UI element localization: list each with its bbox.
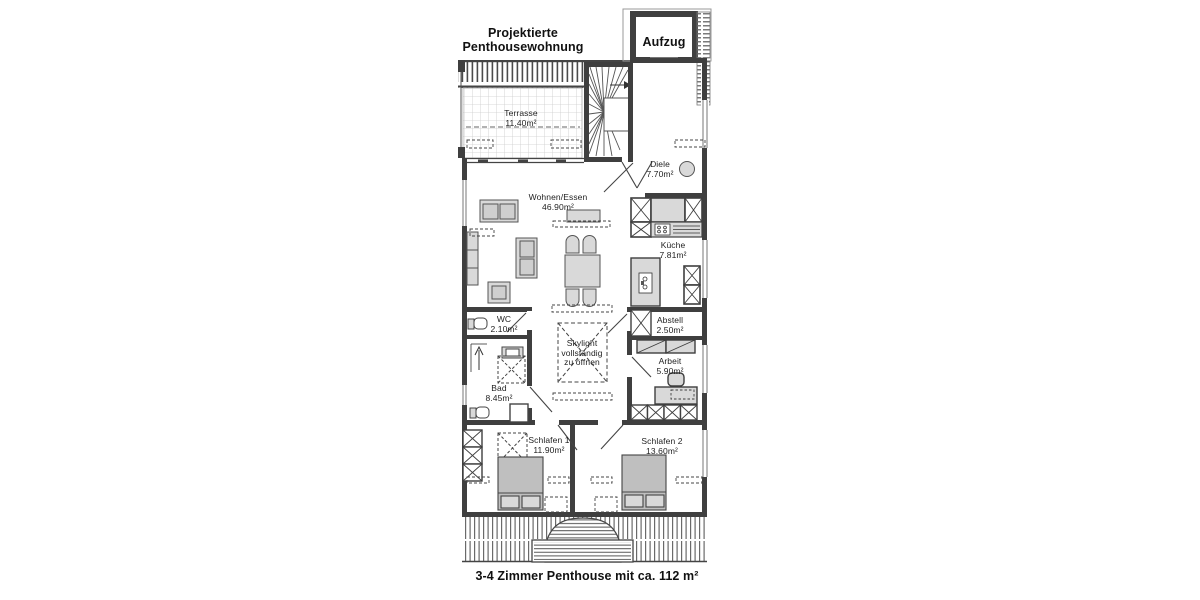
wardrobe-column bbox=[463, 430, 482, 481]
bed-icon bbox=[498, 457, 543, 510]
toilet-icon-2 bbox=[470, 407, 489, 418]
roof-dormer bbox=[462, 517, 707, 562]
chair bbox=[583, 289, 596, 307]
sink-icon bbox=[639, 273, 652, 293]
chair bbox=[583, 236, 596, 254]
shower-arrow-icon bbox=[471, 344, 487, 372]
sideboard-left bbox=[467, 232, 478, 285]
sofa-horizontal bbox=[480, 200, 518, 222]
window-right-4 bbox=[701, 430, 709, 477]
elevator-side-railing bbox=[697, 12, 710, 58]
window-left-2 bbox=[461, 385, 468, 405]
bathtub-dashed bbox=[498, 356, 525, 383]
chair bbox=[566, 236, 579, 254]
room-label-wc: WC 2.10m² bbox=[490, 314, 518, 334]
window-right-3 bbox=[701, 345, 709, 393]
room-label-diele: Diele 7.70m² bbox=[646, 159, 674, 179]
dining-set bbox=[565, 236, 600, 307]
kitchen-tall-unit-1 bbox=[631, 198, 651, 222]
room-label-terrasse: Terrasse 11.40m² bbox=[504, 108, 538, 128]
sofa-vertical bbox=[516, 238, 537, 278]
kitchen-tall-unit-4 bbox=[684, 266, 700, 304]
room-label-wohnen: Wohnen/Essen 46.90m² bbox=[528, 192, 588, 212]
bed-icon-2 bbox=[622, 455, 666, 510]
page-title: Projektierte Penthousewohnung bbox=[462, 26, 584, 54]
kitchen-tall-unit-2 bbox=[685, 198, 702, 222]
elevator bbox=[623, 9, 711, 105]
kitchen-counter bbox=[651, 198, 685, 222]
shower-icon bbox=[510, 404, 528, 422]
stove-icon bbox=[655, 224, 700, 235]
room-label-schlafen1: Schlafen 1 11.90m² bbox=[528, 435, 570, 455]
window-left-1 bbox=[461, 180, 468, 226]
room-label-bad: Bad 8.45m² bbox=[485, 383, 513, 403]
skylight-label: Skylight vollständig zu öffnen bbox=[561, 338, 603, 367]
room-label-arbeit: Arbeit 5.90m² bbox=[656, 356, 684, 376]
kitchen-tall-unit-3 bbox=[631, 222, 651, 237]
stair-well bbox=[604, 98, 629, 131]
room-label-schlafen2: Schlafen 2 13.60m² bbox=[641, 436, 683, 456]
plan-caption: 3-4 Zimmer Penthouse mit ca. 112 m² bbox=[475, 569, 699, 583]
room-label-kueche: Küche 7.81m² bbox=[659, 240, 687, 260]
elevator-label: Aufzug bbox=[642, 35, 686, 49]
chair bbox=[566, 289, 579, 307]
arbeit-shelf bbox=[637, 340, 695, 353]
armchair bbox=[488, 282, 510, 303]
dining-table bbox=[565, 255, 600, 287]
room-label-abstell: Abstell 2.50m² bbox=[656, 315, 684, 335]
door-gaps bbox=[527, 311, 632, 425]
staircase bbox=[584, 62, 633, 162]
wardrobe-x-icon bbox=[631, 405, 697, 420]
